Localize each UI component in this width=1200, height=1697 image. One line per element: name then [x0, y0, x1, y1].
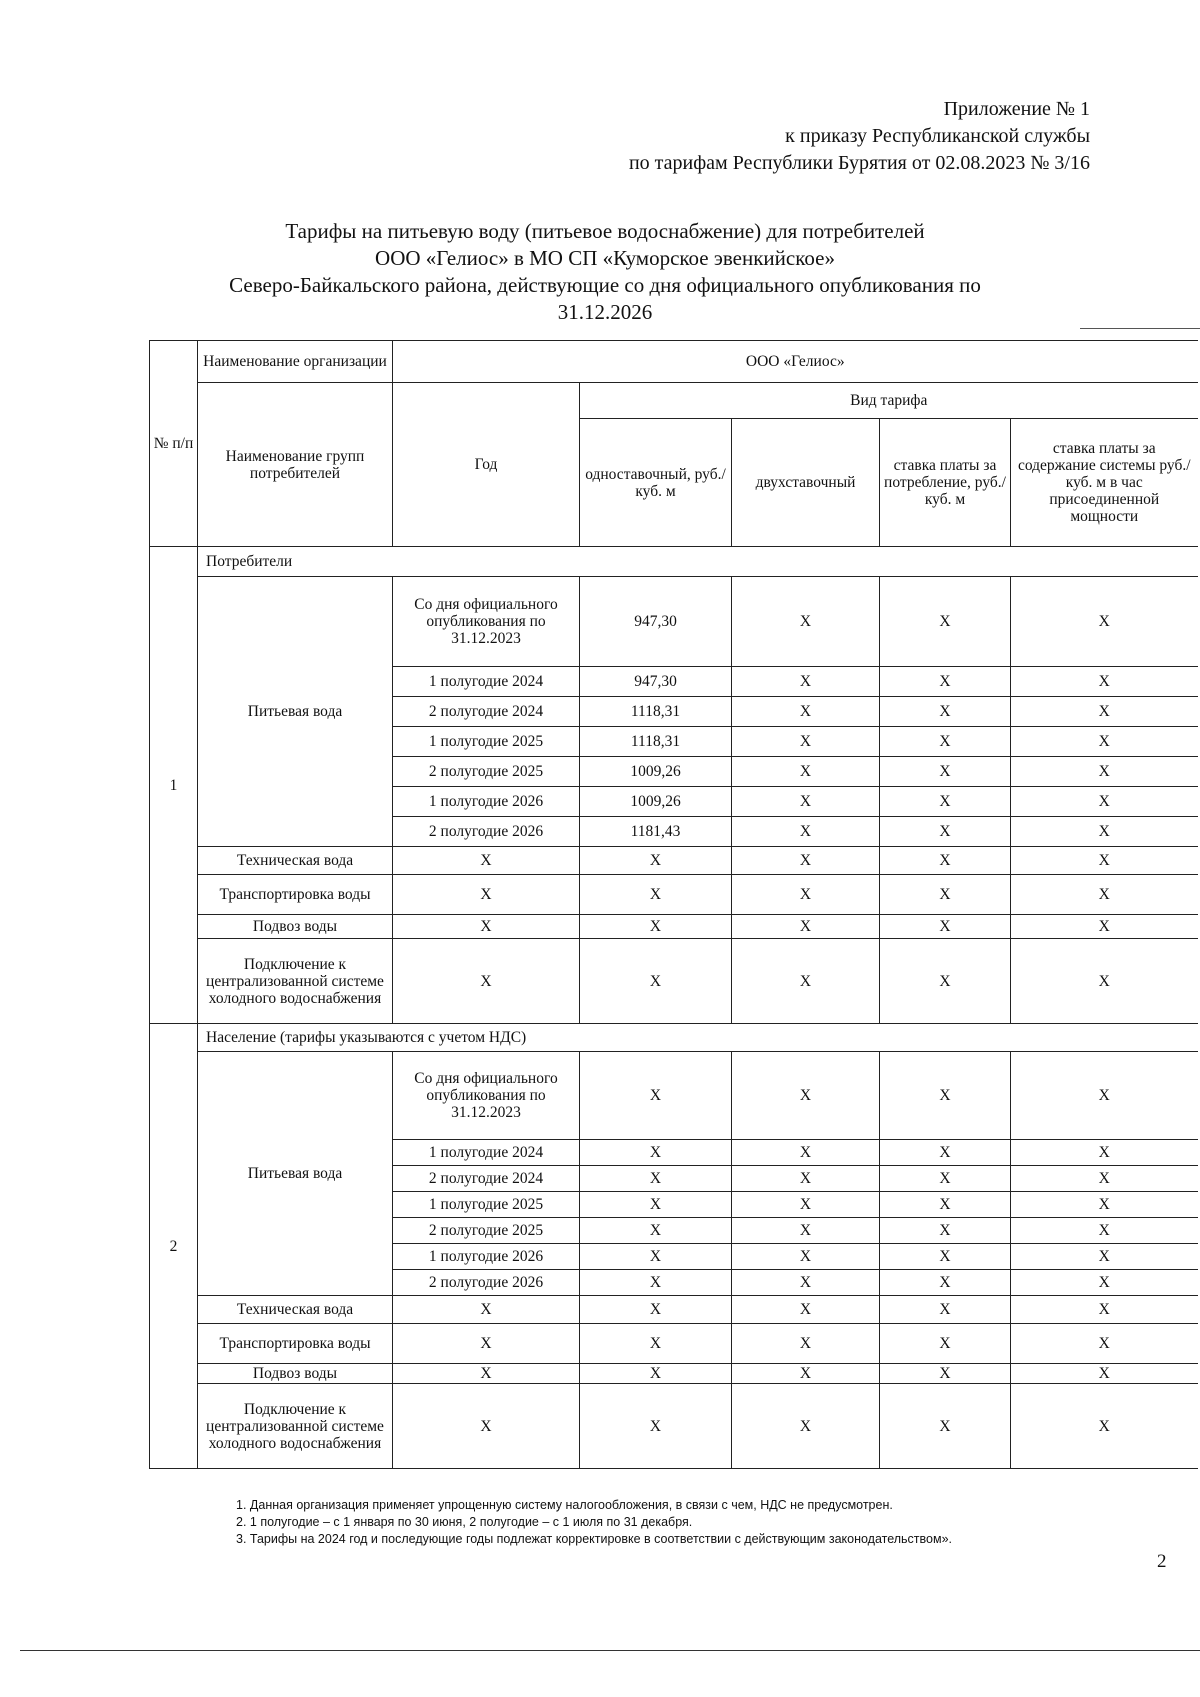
period-cell: 2 полугодие 2026: [393, 817, 580, 847]
consumption-rate-cell: X: [880, 1244, 1011, 1270]
single-rate-cell: X: [580, 915, 732, 939]
single-rate-cell: X: [580, 1052, 732, 1140]
two-rate-cell: X: [732, 1140, 880, 1166]
decorative-line: [1080, 328, 1200, 329]
table-row: [150, 915, 1198, 939]
consumption-rate-cell: X: [880, 787, 1011, 817]
appendix-reference: [390, 96, 1090, 177]
tariff-table: [149, 340, 1198, 1469]
table-row: [150, 577, 1198, 667]
footnotes: [236, 1497, 952, 1548]
consumption-rate-cell: X: [880, 875, 1011, 915]
section-title-row: [150, 547, 1198, 577]
header-org-value: ООО «Гелиос»: [393, 341, 1198, 383]
consumption-rate-cell: X: [880, 939, 1011, 1024]
period-cell: 2 полугодие 2026: [393, 1270, 580, 1296]
document-title: [150, 218, 1060, 326]
period-cell: 1 полугодие 2026: [393, 787, 580, 817]
maintenance-rate-cell: X: [1011, 1384, 1198, 1469]
single-rate-cell: 1118,31: [580, 727, 732, 757]
period-cell: X: [393, 1384, 580, 1469]
period-cell: X: [393, 1364, 580, 1384]
footnote: 1. Данная организация применяет упрощенную систему налогообложения, в связи с чем, НДС не предусмотрен.: [236, 1498, 893, 1512]
footnote: 2. 1 полугодие – с 1 января по 30 июня, 2 полугодие – с 1 июля по 31 декабря.: [236, 1515, 693, 1529]
maintenance-rate-cell: X: [1011, 1324, 1198, 1364]
maintenance-rate-cell: X: [1011, 1364, 1198, 1384]
single-rate-cell: X: [580, 1270, 732, 1296]
consumption-rate-cell: X: [880, 1140, 1011, 1166]
service-name-cell: Подключение к централизованной системе холодного водоснабжения: [198, 939, 393, 1024]
two-rate-cell: X: [732, 915, 880, 939]
header-consumption-rate: ставка платы за потребление, руб./ куб. м: [880, 419, 1011, 547]
header-num: № п/п: [150, 341, 198, 547]
maintenance-rate-cell: X: [1011, 697, 1198, 727]
maintenance-rate-cell: X: [1011, 1192, 1198, 1218]
service-name-cell: Техническая вода: [198, 1296, 393, 1324]
group-drinking-water: Питьевая вода: [198, 1052, 393, 1296]
single-rate-cell: X: [580, 875, 732, 915]
period-cell: Со дня официального опубликования по 31.12.2023: [393, 1052, 580, 1140]
two-rate-cell: X: [732, 875, 880, 915]
single-rate-cell: X: [580, 1244, 732, 1270]
two-rate-cell: X: [732, 817, 880, 847]
period-cell: X: [393, 847, 580, 875]
period-cell: X: [393, 875, 580, 915]
consumption-rate-cell: X: [880, 1324, 1011, 1364]
maintenance-rate-cell: X: [1011, 939, 1198, 1024]
period-cell: 2 полугодие 2025: [393, 1218, 580, 1244]
title-line-4: 31.12.2026: [557, 300, 653, 324]
service-name-cell: Техническая вода: [198, 847, 393, 875]
table-row: [150, 1364, 1198, 1384]
maintenance-rate-cell: X: [1011, 875, 1198, 915]
maintenance-rate-cell: X: [1011, 787, 1198, 817]
single-rate-cell: X: [580, 1384, 732, 1469]
header-group: Наименование групп потребителей: [198, 383, 393, 547]
consumption-rate-cell: X: [880, 1384, 1011, 1469]
single-rate-cell: X: [580, 1296, 732, 1324]
table-row: [150, 875, 1198, 915]
maintenance-rate-cell: X: [1011, 667, 1198, 697]
single-rate-cell: 947,30: [580, 667, 732, 697]
period-cell: 2 полугодие 2024: [393, 1166, 580, 1192]
consumption-rate-cell: X: [880, 1364, 1011, 1384]
two-rate-cell: X: [732, 1192, 880, 1218]
footnote: 3. Тарифы на 2024 год и последующие годы подлежат корректировке в соответствии с действующим законодательством».: [236, 1532, 953, 1546]
period-cell: X: [393, 1296, 580, 1324]
consumption-rate-cell: X: [880, 915, 1011, 939]
period-cell: 1 полугодие 2025: [393, 1192, 580, 1218]
period-cell: 1 полугодие 2024: [393, 667, 580, 697]
maintenance-rate-cell: X: [1011, 1140, 1198, 1166]
service-name-cell: Транспортировка воды: [198, 875, 393, 915]
consumption-rate-cell: X: [880, 847, 1011, 875]
appendix-line-3: по тарифам Республики Бурятия от 02.08.2023 № 3/16: [628, 152, 1090, 174]
two-rate-cell: X: [732, 667, 880, 697]
maintenance-rate-cell: X: [1011, 847, 1198, 875]
single-rate-cell: 1181,43: [580, 817, 732, 847]
consumption-rate-cell: X: [880, 1052, 1011, 1140]
two-rate-cell: X: [732, 1270, 880, 1296]
two-rate-cell: X: [732, 1218, 880, 1244]
two-rate-cell: X: [732, 727, 880, 757]
header-org-label: Наименование организации: [198, 341, 393, 383]
period-cell: Со дня официального опубликования по 31.12.2023: [393, 577, 580, 667]
maintenance-rate-cell: X: [1011, 1052, 1198, 1140]
period-cell: 1 полугодие 2024: [393, 1140, 580, 1166]
consumption-rate-cell: X: [880, 1270, 1011, 1296]
single-rate-cell: 1009,26: [580, 787, 732, 817]
period-cell: X: [393, 1324, 580, 1364]
single-rate-cell: 1118,31: [580, 697, 732, 727]
two-rate-cell: X: [732, 847, 880, 875]
table-row: [150, 1384, 1198, 1469]
consumption-rate-cell: X: [880, 757, 1011, 787]
two-rate-cell: X: [732, 1166, 880, 1192]
two-rate-cell: X: [732, 939, 880, 1024]
table-row: [150, 1324, 1198, 1364]
maintenance-rate-cell: X: [1011, 1296, 1198, 1324]
header-two-rate: двухставочный: [732, 419, 880, 547]
section-title: Население (тарифы указываются с учетом НДС): [198, 1024, 1198, 1052]
two-rate-cell: X: [732, 757, 880, 787]
header-year: Год: [393, 383, 580, 547]
consumption-rate-cell: X: [880, 697, 1011, 727]
appendix-line-2: к приказу Республиканской службы: [785, 125, 1090, 147]
maintenance-rate-cell: X: [1011, 817, 1198, 847]
section-number: 1: [150, 547, 198, 1024]
maintenance-rate-cell: X: [1011, 1218, 1198, 1244]
page-bottom-line: [20, 1650, 1200, 1651]
maintenance-rate-cell: X: [1011, 727, 1198, 757]
maintenance-rate-cell: X: [1011, 757, 1198, 787]
consumption-rate-cell: X: [880, 577, 1011, 667]
single-rate-cell: 947,30: [580, 577, 732, 667]
two-rate-cell: X: [732, 1296, 880, 1324]
consumption-rate-cell: X: [880, 1192, 1011, 1218]
title-line-2: ООО «Гелиос» в МО СП «Куморское эвенкийское»: [375, 246, 835, 270]
maintenance-rate-cell: X: [1011, 577, 1198, 667]
section-number: 2: [150, 1024, 198, 1469]
table-row: [150, 1296, 1198, 1324]
consumption-rate-cell: X: [880, 1218, 1011, 1244]
single-rate-cell: X: [580, 847, 732, 875]
service-name-cell: Транспортировка воды: [198, 1324, 393, 1364]
period-cell: X: [393, 915, 580, 939]
header-single-rate: одноставочный, руб./ куб. м: [580, 419, 732, 547]
single-rate-cell: X: [580, 1218, 732, 1244]
maintenance-rate-cell: X: [1011, 1270, 1198, 1296]
header-maintenance-rate: ставка платы за содержание системы руб./куб. м в час присоединенной мощности: [1011, 419, 1198, 547]
consumption-rate-cell: X: [880, 667, 1011, 697]
two-rate-cell: X: [732, 577, 880, 667]
group-drinking-water: Питьевая вода: [198, 577, 393, 847]
service-name-cell: Подвоз воды: [198, 915, 393, 939]
two-rate-cell: X: [732, 1324, 880, 1364]
single-rate-cell: X: [580, 1364, 732, 1384]
maintenance-rate-cell: X: [1011, 915, 1198, 939]
section-title: Потребители: [198, 547, 1198, 577]
table-row: [150, 939, 1198, 1024]
period-cell: X: [393, 939, 580, 1024]
two-rate-cell: X: [732, 1384, 880, 1469]
consumption-rate-cell: X: [880, 817, 1011, 847]
section-title-row: [150, 1024, 1198, 1052]
consumption-rate-cell: X: [880, 1296, 1011, 1324]
page-number: 2: [1157, 1551, 1167, 1572]
service-name-cell: Подвоз воды: [198, 1364, 393, 1384]
consumption-rate-cell: X: [880, 1166, 1011, 1192]
title-line-1: Тарифы на питьевую воду (питьевое водоснабжение) для потребителей: [285, 219, 925, 243]
period-cell: 2 полугодие 2025: [393, 757, 580, 787]
two-rate-cell: X: [732, 697, 880, 727]
maintenance-rate-cell: X: [1011, 1244, 1198, 1270]
maintenance-rate-cell: X: [1011, 1166, 1198, 1192]
single-rate-cell: 1009,26: [580, 757, 732, 787]
title-line-3: Северо-Байкальского района, действующие со дня официального опубликования по: [229, 273, 981, 297]
service-name-cell: Подключение к централизованной системе холодного водоснабжения: [198, 1384, 393, 1469]
single-rate-cell: X: [580, 1324, 732, 1364]
single-rate-cell: X: [580, 939, 732, 1024]
consumption-rate-cell: X: [880, 727, 1011, 757]
table-row: [150, 1052, 1198, 1140]
period-cell: 1 полугодие 2025: [393, 727, 580, 757]
period-cell: 2 полугодие 2024: [393, 697, 580, 727]
header-tariff-type: Вид тарифа: [580, 383, 1198, 419]
two-rate-cell: X: [732, 1364, 880, 1384]
period-cell: 1 полугодие 2026: [393, 1244, 580, 1270]
two-rate-cell: X: [732, 1244, 880, 1270]
table-row: [150, 847, 1198, 875]
single-rate-cell: X: [580, 1166, 732, 1192]
two-rate-cell: X: [732, 787, 880, 817]
two-rate-cell: X: [732, 1052, 880, 1140]
single-rate-cell: X: [580, 1192, 732, 1218]
appendix-line-1: Приложение № 1: [943, 98, 1090, 120]
single-rate-cell: X: [580, 1140, 732, 1166]
